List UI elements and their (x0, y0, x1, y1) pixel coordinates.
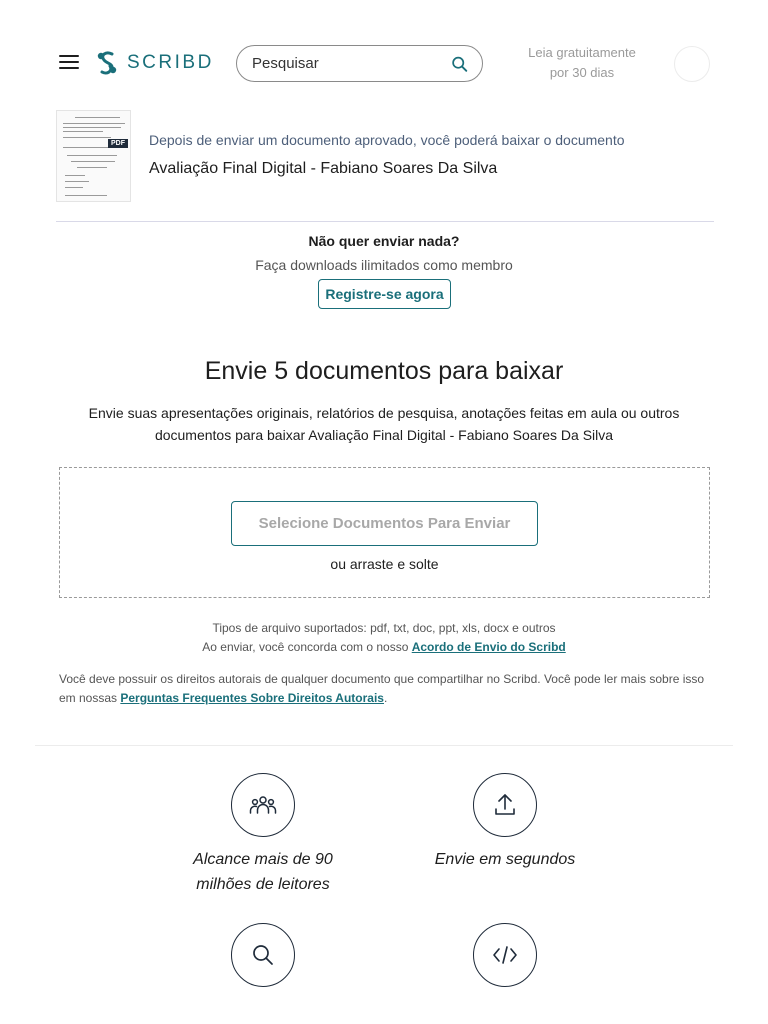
document-thumbnail (56, 110, 131, 202)
free-trial-link[interactable] (514, 43, 650, 83)
register-button[interactable]: Registre-se agora (318, 279, 451, 309)
logo-text: SCRIBD (127, 52, 214, 73)
supported-file-types: Tipos de arquivo suportados: pdf, txt, doc, ppt, xls, docx e outros (212, 621, 556, 635)
people-icon (231, 773, 295, 837)
upload-agreement-link[interactable]: Acordo de Envio do Scribd (411, 640, 566, 654)
copyright-notice (59, 670, 709, 708)
top-header (0, 0, 768, 124)
trial-line-1: Leia gratuitamente (528, 45, 636, 60)
scribd-logo-icon (96, 50, 118, 76)
copyright-text: Você deve possuir os direitos autorais de qualquer documento que compartilhar no Scribd. Você pode ler mais sobre isso em nossas (59, 672, 705, 705)
user-avatar[interactable] (674, 46, 710, 82)
feature-reach-line-1: Alcance mais de 90 (193, 851, 333, 868)
agreement-text: Ao enviar, você concorda com o nosso (202, 640, 412, 654)
feature-reach-label (163, 847, 363, 897)
document-info (56, 110, 714, 222)
membership-subtitle: Faça downloads ilimitados como membro (255, 257, 513, 273)
menu-icon[interactable] (59, 55, 79, 71)
upload-dropzone[interactable] (59, 467, 710, 598)
section-divider (35, 745, 733, 746)
feature-upload-label: Envie em segundos (434, 851, 576, 868)
search-bar[interactable] (236, 45, 483, 82)
upload-agreement (0, 640, 768, 654)
copyright-suffix: . (383, 691, 388, 705)
search-input[interactable] (252, 55, 451, 72)
drag-drop-text: ou arraste e solte (330, 556, 439, 572)
search-icon[interactable] (451, 54, 468, 74)
upload-heading: Envie 5 documentos para baixar (204, 357, 564, 385)
document-title: Avaliação Final Digital - Fabiano Soares Da Silva (149, 160, 498, 177)
no-upload-question: Não quer enviar nada? (308, 233, 460, 249)
upload-icon (473, 773, 537, 837)
upload-description: Envie suas apresentações originais, relatórios de pesquisa, anotações feitas em aula ou outros documentos para baixar Avaliação Final Digital - Fabiano Soares Da Silva (88, 405, 680, 443)
copyright-faq-link[interactable]: Perguntas Frequentes Sobre Direitos Autorais (120, 691, 384, 705)
select-documents-button[interactable]: Selecione Documentos Para Enviar (231, 501, 538, 546)
pdf-badge: PDF (108, 139, 128, 148)
download-note: Depois de enviar um documento aprovado, você poderá baixar o documento (149, 132, 625, 148)
scribd-logo[interactable] (96, 50, 214, 76)
code-icon (473, 923, 537, 987)
feature-reach-line-2: milhões de leitores (196, 876, 330, 893)
trial-line-2: por 30 dias (549, 65, 615, 80)
search-icon (231, 923, 295, 987)
